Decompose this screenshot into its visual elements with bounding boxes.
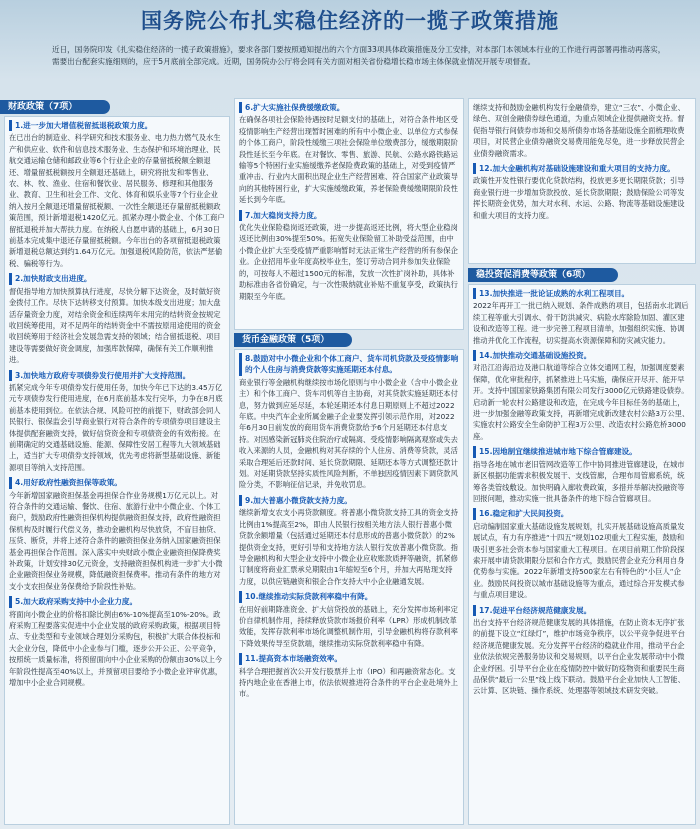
policy-section-17 [473,605,691,697]
right-column-top [468,98,696,264]
section-heading: 13.加快推进一批论证成熟的水利工程项目。 [473,288,691,299]
policy-section-14 [473,350,691,442]
page-title: 国务院公布扎实稳住经济的一揽子政策措施 [141,9,559,33]
section-body: 在用好前期降准资金、扩大信贷投放的基础上，充分发挥市场利率定价自律机制作用，持续释放贷款市场报价利率（LPR）形成机制改革效能，发挥存款利率市场化调整机制作用，引导金融机构将存款利率下降效果传导至贷款端，继续推动实际贷款利率稳中有降。 [239,604,458,648]
title-banner [0,0,700,42]
policy-section-4 [9,477,225,592]
policy-section-11-continued [473,102,691,159]
section-body: 在确保各项社会保险待遇按时足额支付的基础上，对符合条件地区受疫情影响生产经营出现暂时困难的所有中小微企业、以单位方式参保的个体工商户，阶段性缓缴三项社会保险单位缴费部分，缓缴期限阶段性延长至今年底。在对餐饮、零售、旅游、民航、公路水路铁路运输等5个特困行业实施缓缴养老保险费政策的基础上，对受到疫情严重冲击、行业内大面积出现企业生产经营困难、符合国家产业政策导向的其他特困行业，扩大实施缓缴政策，养老保险费缓缴期限阶段性延长到今年底。 [239,115,458,205]
section-body: 对沿江沿海沿边及港口航道等综合立体交通网工程，加强调度要素保障，优化审批程序，抓紧推进上马实施，确保应开尽开、能开早开。支持中国国家铁路集团有限公司发行3000亿元铁路建设债券。启动新一轮农村公路建设和改造，在完成今年目标任务的基础上，进一步加强金融等政策支持，再新增完成新改建农村公路3万公里、实施农村公路安全生命防护工程3万公里、改造农村公路危桥3000座。 [473,363,690,441]
policy-section-15 [473,446,691,504]
section-heading: 10.继续推动实际贷款利率稳中有降。 [239,591,459,602]
policy-section-2 [9,273,225,365]
section-heading: 15.因地制宜继续推进城市地下综合管廊建设。 [473,446,691,457]
section-heading: 8.鼓励对中小微企业和个体工商户、货车司机贷款及受疫情影响的个人住房与消费贷款等实施延期还本付息。 [239,353,459,376]
policy-section-5 [9,596,225,688]
section-body: 科学合理把握首次公开发行股票并上市（IPO）和再融资常态化。支持内地企业在香港上市，依法依规推进符合条件的平台企业赴境外上市。 [239,666,458,699]
policy-section-13 [473,288,691,346]
section-heading: 9.加大普惠小微贷款支持力度。 [239,495,459,506]
policy-section-3 [9,370,225,474]
section-heading: 5.加大政府采购支持中小企业力度。 [9,596,225,607]
policy-section-10 [239,591,459,649]
section-heading: 12.加大金融机构对基础设施建设和重大项目的支持力度。 [473,163,691,174]
section-heading: 4.用好政府性融资担保等政策。 [9,477,225,488]
section-heading: 6.扩大实施社保费缓缴政策。 [239,102,459,113]
category-header-fiscal: 财政政策（7项） [0,100,110,114]
policy-section-6 [239,102,459,206]
section-body: 将面向小微企业的价格扣除比例由6%-10%提高至10%-20%。政府采购工程要落实促进中小企业发展的政府采购政策，根据项目特点、专业类型和专业领域合理划分采购包，积极扩大联合体投标和大企业分包，降低中小企业参与门槛，逐步公开公正、公平竞争，按照统一质量标准，将预留面向中小企业采购的份额由30%以上今年阶段性提高至40%以上，并预留项目要给予小微企业评审优惠，增加中小企业合同规模。 [9,609,223,688]
section-heading: 14.加快推动交通基础设施投资。 [473,350,691,361]
section-body: 政策性开发性银行要优化贷款结构，投放更多更长期限贷款；引导商业银行进一步增加贷款投放、延长贷款期限；鼓励保险公司等发挥长期资金优势，加大对水利、水运、公路、物流等基础设施建设和重大项目的支持力度。 [473,176,685,220]
middle-column-top [234,98,464,330]
policy-section-11 [239,653,459,700]
section-body: 继续新增支农支小再贷款额度。将普惠小微贷款支持工具的资金支持比例由1%提高至2%，即由人民银行按相关地方法人银行普惠小微贷款余额增量（包括通过延期还本付息形成的普惠小微贷款）的2%提供资金支持，更好引导和支持地方法人银行发放普惠小微贷款。指导金融机构和大型企业支持中小微企业应收账款质押等融资，抓紧修订制度将商业汇票承兑期限由1年缩短至6个月，并加大再贴现支持力度，以供应链融资和银企合作支持大中小企业融通发展。 [239,508,458,586]
policy-section-7 [239,210,459,302]
category-header-investment: 稳投资促消费等政策（6项） [468,268,618,282]
section-heading: 1.进一步加大增值税留抵退税政策力度。 [9,120,225,131]
section-body: 2022年再开工一批已纳入规划、条件成熟的项目，包括南水北调后续工程等重大引调水、骨干防洪减灾、病险水库除险加固、灌区建设和改造等工程。进一步完善工程项目清单，加强组织实施、协调推动并优化工作流程，切实提高水资源保障和防灾减灾能力。 [473,301,689,345]
section-body: 督促指导地方加快预算执行进度，尽快分解下达资金，及时做好资金拨付工作。尽快下达转移支付预算。加快本级支出进度；加大盘活存量资金力度，对结余资金和连续两年未用完的结转资金按规定收回统筹使用，对不足两年的结转资金中不需按原用途使用的资金收回统筹用于经济社会发展急需支持的领域；结合留抵退税、项目建设等需要做好资金调度，加强库款保障，确保有关工作顺利推进。 [9,286,221,365]
left-column [4,116,230,825]
section-body: 优化失业保险稳岗返还政策，进一步提高返还比例，将大型企业稳岗返还比例由30%提至50%。拓宽失业保险留工补助受益范围，由中小微企业扩大至受疫情严重影响暂时无法正常生产经营的所有参保企业。企业招用毕业年度高校毕业生，签订劳动合同并参加失业保险的，可按每人不超过1500元的标准，发放一次性扩岗补助，具体补助标准由各省份确定，与一次性吸纳就业补贴不重复享受，政策执行期限至今年底。 [239,223,458,301]
section-heading: 3.加快地方政府专项债券发行使用并扩大支持范围。 [9,370,225,381]
middle-column-bottom [234,349,464,825]
policy-section-16 [473,508,691,600]
section-body: 指导各地在城市老旧管网改造等工作中协同推进管廊建设，在城市新区根据功能需求积极发展干、支线管廊，合理布局管廊系统，统筹各类管线敷设。加快明确入廊收费政策，多措并举解决投融资等回报问题，推动实施一批具备条件的地下综合管廊项目。 [473,459,685,503]
section-heading: 16.稳定和扩大民间投资。 [473,508,691,519]
section-body: 今年新增国家融资担保基金再担保合作业务规模1万亿元以上。对符合条件的交通运输、餐饮、住宿、旅游行业中小微企业、个体工商户，鼓励政府性融资担保机构提供融资担保支持，政府性融资担保机构及时履行代偿义务，推动金融机构尽快放贷，不盲目抽贷、压贷、断贷，并将上述符合条件的融资担保业务纳入国家融资担保基金再担保合作范围。深入落实中央财政小微企业融资担保降费奖补政策，计划安排30亿元资金，支持融资担保机构进一步扩大小微企业融资担保业务规模，降低融资担保费率。推动有条件的地方对支小支农担保业务保费给予阶段性补贴。 [9,490,223,591]
category-header-monetary: 货币金融政策（5项） [234,333,352,347]
section-body: 继续支持和鼓励金融机构发行金融债券，建立“三农”、小微企业、绿色、双创金融债券绿色通道，为重点领域企业提供融资支持。督促指导银行间债券市场和交易所债券市场各基础设施全面梳理收费项目，对民营企业债券融资交易费用能免尽免，进一步释放民营企业债券融资需求。 [473,103,685,158]
section-body: 商业银行等金融机构继续按市场化原则与中小微企业（含中小微企业主）和个体工商户、货车司机等自主协商，对其贷款实施延期还本付息，努力做到应延尽延，本轮延期还本付息日期原则上不超过2022年底。中央汽车企业所属金融子企业要发挥引领示范作用，对2022年6月30日前发放的商用货车消费贷款给予6个月延期还本付息支持。对因感染新冠肺炎住院治疗或隔离、受疫情影响隔离观察或失去收入来源的人员，金融机构对其存续的个人住房、消费等贷款，灵活采取合理延后还款时间、延长贷款期限、延期还本等方式调整还款计划。对延期贷款坚持实质性风险判断，不单独因疫情因素下调贷款风险分类，不影响征信记录，并免收罚息。 [239,377,458,490]
section-body: 在已出台的制造业、科学研究和技术服务业、电力热力燃气及水生产和供应业、软件和信息技术服务业、生态保护和环境治理业、民航交通运输仓储和邮政业等6个行业企业的存量留抵税额全额退还、增量留抵税额按月全额退还基础上，研究将批发和零售业、农、林、牧、渔业、住宿和餐饮业、居民服务、修理和其他服务业、教育、卫生和社会工作、文化、体育和娱乐业等7个行业企业纳入按月全额退还增量留抵税额、一次性全额退还存量留抵税额政策范围，预计新增退税1420亿元。抓紧办理小微企业、个体工商户留抵退税并加大帮扶力度。在纳税人自愿申请的基础上，6月30日前基本完成集中退还存量留抵税额。今年出台的各项留抵退税政策新增退税总额达到约1.64万亿元。加强退税风险防范，依法严惩偷税、骗税等行为。 [9,133,225,268]
section-heading: 17.促进平台经济规范健康发展。 [473,605,691,616]
policy-section-1 [9,120,225,269]
intro-paragraph: 近日，国务院印发《扎实稳住经济的一揽子政策措施》，要求各部门要按照通知提出的六个方面33项具体政策措施及分工安排，对本部门本领域本行业的工作进行再部署再推动再落实，需要出台配套实施细则的，应于5月底前全部完成。近期，国务院办公厅将会同有关方面对相关省份稳增长稳市场主体保就业情况开展专项督查。 [52,45,666,66]
section-heading: 7.加大稳岗支持力度。 [239,210,459,221]
right-column-bottom [468,284,696,825]
section-body: 启动编制国家重大基础设施发展规划，扎实开展基础设施高质量发展试点，有力有序推进“十四五”规划102项重大工程实施，鼓励和吸引更多社会资本参与国家重大工程项目。在项目前期工作阶段探索开展申请贷款期限分层和合作方式，鼓励民营企业充分利用自身优势参与实施。2022年新增支持500家左右有特色的“小巨人”企业。鼓励民间投资以城市基础设施等为重点，通过综合开发模式参与重点项目建设。 [473,521,685,600]
section-heading: 11.提高资本市场融资效率。 [239,653,459,664]
policy-section-9 [239,495,459,587]
section-heading: 2.加快财政支出进度。 [9,273,225,284]
section-body: 出台支持平台经济规范健康发展的具体措施，在防止资本无序扩张的前提下设立“红绿灯”，维护市场竞争秩序，以公平竞争促进平台经济规范健康发展。充分发挥平台经济的稳就业作用，推动平台企业依法依规完善服务协议和交易规则，以平台企业发展带动中小微企业纾困。引导平台企业在疫情防控中做好防疫物资和重要民生商品保供“最后一公里”线上线下联动。鼓励平台企业加快人工智能、云计算、区块链、操作系统、处理器等领域技术研发突破。 [473,617,685,696]
policy-section-12 [473,163,691,221]
policy-section-8 [239,353,459,491]
section-body: 抓紧完成今年专项债券发行使用任务，加快今年已下达的3.45万亿元专项债券发行使用进度，在6月底前基本发行完毕，力争在8月底前基本使用到位。在依法合规、风险可控的前提下，财政部会同人民银行、银保监会引导商业银行对符合条件的专项债券项目建设主体提供配套融资支持，做好信贷资金和专项债资金的有效衔接。在前期确定的交通基础设施、能源、保障性安居工程等九大领域基础上，适当扩大专项债券支持领域，优先考虑将新型基础设施、新能源项目等纳入支持范围。 [9,382,223,472]
